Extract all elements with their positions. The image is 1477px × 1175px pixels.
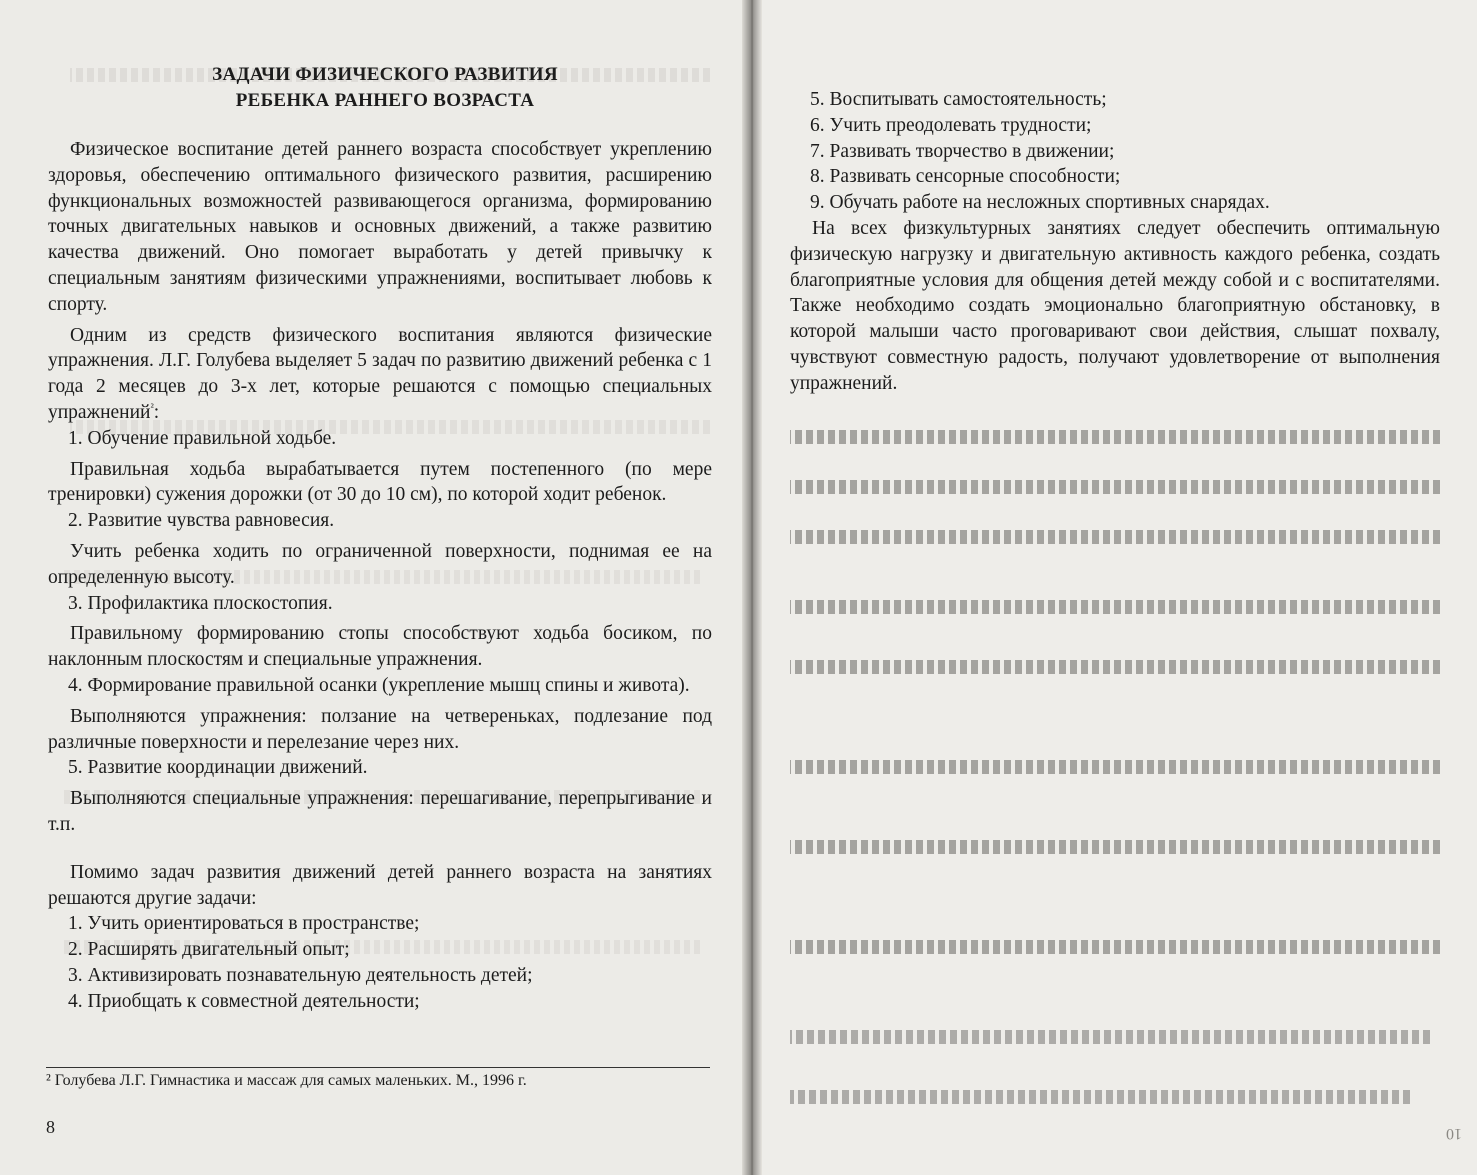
paragraph: На всех физкультурных занятиях следует обеспечить оптимальную физическую нагрузку и двигательную активность каждого ребенка, создать благоприятные условия для общения детей между собой и с воспитателями. Также необходимо создать эмоционально благоприятную обстановку, в которой малыши часто проговаривают свои действия, слышат похвалу, чувствуют совместную радость, получают удовлетворение от выполнения упражнений. [790, 217, 1440, 394]
paragraph: Правильная ходьба вырабатывается путем постепенного (по мере тренировки) сужения дорожки (от 30 до 10 см), по которой ходит ребенок. [48, 458, 712, 506]
list-item: 3. Профилактика плоскостопия. [68, 592, 333, 614]
list-item: 1. Обучение правильной ходьбе. [68, 427, 337, 449]
list-item: 2. Расширять двигательный опыт; [68, 939, 350, 961]
list-item: 7. Развивать творчество в движении; [810, 140, 1115, 162]
page-number: 10 [1446, 1125, 1462, 1142]
list-item: 2. Развитие чувства равновесия. [68, 510, 335, 532]
list-item: 1. Учить ориентироваться в пространстве; [68, 913, 420, 935]
paragraph: Правильному формированию стопы способствуют ходьба босиком, по наклонным плоскостям и специальные упражнения. [48, 623, 712, 671]
paragraph: Помимо задач развития движений детей раннего возраста на занятиях решаются другие задачи: [48, 861, 712, 909]
paragraph: Учить ребенка ходить по ограниченной поверхности, поднимая ее на определенную высоту. [48, 540, 712, 588]
list-item: 8. Развивать сенсорные способности; [810, 166, 1121, 188]
right-text-column [790, 87, 1440, 397]
footnote: ² Голубева Л.Г. Гимнастика и массаж для самых маленьких. М., 1996 г. [46, 1072, 527, 1089]
paragraph: Одним из средств физического воспитания являются физические упражнения. Л.Г. Голубева выделяет 5 задач по развитию движений ребенка с 1 года 2 месяцев до 3-х лет, которые решаются с помощью специальных упражнений$^{^2}$: [48, 324, 712, 423]
list-item: 6. Учить преодолевать трудности; [810, 114, 1092, 136]
paragraph: Выполняются упражнения: ползание на четвереньках, подлезание под различные поверхности и перелезание через них. [48, 705, 712, 753]
list-item: 4. Формирование правильной осанки (укрепление мышц спины и живота). [68, 674, 690, 696]
paragraph: Выполняются специальные упражнения: перешагивание, перепрыгивание и т.п. [48, 788, 712, 835]
heading-line-1: ЗАДАЧИ ФИЗИЧЕСКОГО РАЗВИТИЯ [212, 64, 558, 85]
list-item: 9. Обучать работе на несложных спортивных снарядах. [810, 192, 1270, 214]
list-item: 4. Приобщать к совместной деятельности; [68, 990, 420, 1012]
footnote-divider [46, 1067, 710, 1068]
page-number: 8 [46, 1117, 55, 1137]
list-item: 3. Активизировать познавательную деятельность детей; [68, 964, 533, 986]
footnote-marker: ² [150, 401, 154, 414]
paragraph: Физическое воспитание детей раннего возраста способствует укреплению здоровья, обеспечению оптимального физического развития, расширению функциональных возможностей развивающегося организма, формированию точных двигательных навыков и основных движений, а также развитию качества движений. Оно помогает выработать у детей привычку к специальным занятиям физическими упражнениями, воспитывает любовь к спорту. [48, 139, 712, 315]
list-item: 5. Развитие координации движений. [68, 757, 368, 779]
left-text-column [48, 137, 712, 1015]
heading-line-2: РЕБЕНКА РАННЕГО ВОЗРАСТА [235, 90, 535, 111]
book-gutter [742, 0, 762, 1175]
list-item: 5. Воспитывать самостоятельность; [810, 89, 1107, 110]
page-heading [60, 62, 710, 114]
